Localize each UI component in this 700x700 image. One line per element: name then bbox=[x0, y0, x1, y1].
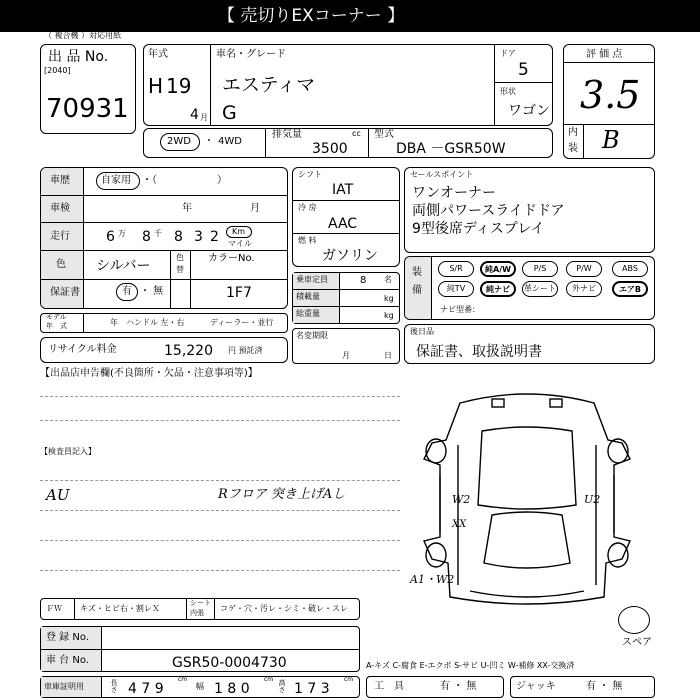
dimensions-height-unit: cm bbox=[344, 676, 354, 683]
capacity-unit: 名 bbox=[384, 275, 392, 284]
dimensions-label: 車庫証明用 bbox=[44, 682, 84, 691]
defect-legend: A-キズ C-腐食 E-エクボ S-サビ U-凹ミ W-補修 XX-交換済 bbox=[366, 661, 575, 670]
car-label: 車名・グレード bbox=[216, 49, 286, 60]
interior-label-1: 内 bbox=[568, 127, 578, 138]
model-label: 型式 bbox=[374, 129, 394, 140]
banner-title: 【 売切りEXコーナー 】 bbox=[218, 6, 405, 26]
gross-unit: kg bbox=[384, 311, 394, 320]
mileage-man: 万 bbox=[118, 229, 126, 238]
color-change-1: 色 bbox=[176, 253, 184, 262]
displacement-unit: cc bbox=[352, 129, 361, 138]
inspection-month: 月 bbox=[250, 203, 260, 214]
registration-label: 登 録 No. bbox=[46, 632, 89, 643]
model-year-dealer: ディーラー・並行 bbox=[210, 318, 274, 327]
dimensions-width: 1 8 0 bbox=[214, 681, 250, 697]
equipment-label-1: 装 bbox=[412, 267, 422, 278]
mileage-sen: 千 bbox=[154, 229, 162, 238]
dimensions-width-unit: cm bbox=[264, 676, 274, 683]
year-month: 4 bbox=[190, 107, 199, 123]
shape-value: ワゴン bbox=[508, 103, 550, 119]
selling-point-2: 両側パワースライドドア bbox=[412, 203, 565, 219]
lot-label: 出 品 No. bbox=[48, 49, 109, 65]
color-value: シルバー bbox=[96, 258, 151, 274]
equipment-item: 純TV bbox=[438, 281, 474, 297]
equipment-item: 外ナビ bbox=[566, 281, 602, 297]
equipment-item: 革シート bbox=[522, 281, 558, 297]
tools-value: 有 ・ 無 bbox=[440, 681, 477, 692]
model-value: DBA －GSR50W bbox=[396, 141, 506, 157]
history-label: 車歴 bbox=[50, 175, 70, 186]
equipment-item: エアB bbox=[612, 281, 648, 297]
fw-label: ＦＷ bbox=[46, 604, 62, 613]
shift-label: シフト bbox=[298, 170, 322, 179]
regdate-day: 日 bbox=[384, 351, 392, 360]
top-note: （ 複合機 ）対応用紙 bbox=[44, 31, 122, 40]
car-grade: G bbox=[222, 102, 237, 124]
drive-sep: ・ bbox=[204, 136, 214, 147]
year-month-unit: 月 bbox=[200, 113, 208, 122]
load-label: 積載量 bbox=[296, 292, 320, 301]
accessories-label: 後日品 bbox=[410, 327, 434, 336]
seat-label-2: 内張 bbox=[190, 609, 204, 617]
seat-value: コゲ・穴・汚レ・シミ・破レ・スレ bbox=[220, 604, 348, 613]
car-diagram bbox=[400, 385, 655, 625]
year-value: 19 bbox=[166, 74, 192, 98]
diagram-a1-w2: A1・W2 bbox=[410, 573, 455, 586]
mileage-d4: 3 bbox=[194, 229, 203, 245]
warranty-yes: 有 bbox=[122, 286, 132, 297]
spare-label: スペア bbox=[622, 637, 652, 648]
recycle-unit: 円 預託済 bbox=[228, 346, 263, 355]
fuel-value: ガソリン bbox=[322, 248, 378, 264]
mileage-unit1: Km bbox=[232, 227, 246, 236]
diagram-xx: XX bbox=[452, 519, 467, 530]
capacity-label: 乗車定員 bbox=[296, 275, 328, 284]
dimensions-height: 1 7 3 bbox=[294, 681, 330, 697]
ac-value: AAC bbox=[328, 216, 358, 232]
dimensions-length-unit: cm bbox=[178, 676, 188, 683]
color-label: 色 bbox=[56, 259, 66, 270]
color-change-2: 替 bbox=[176, 265, 184, 274]
doors-value: 5 bbox=[518, 60, 529, 80]
mileage-label: 走行 bbox=[50, 231, 70, 242]
dimensions-height-label: 高さ bbox=[278, 679, 286, 693]
diagram-w2-left: W2 bbox=[452, 493, 471, 506]
inspector-note-2: Rフロア 突き上げAし bbox=[218, 487, 346, 502]
warranty-rest: ・ 無 bbox=[140, 286, 164, 297]
equipment-item: P/W bbox=[566, 261, 602, 277]
selling-point-3: 9型後席ディスプレイ bbox=[412, 221, 545, 237]
lot-code: [2040] bbox=[44, 66, 71, 75]
score-label: 評 価 点 bbox=[586, 49, 623, 60]
chassis-value: GSR50-0004730 bbox=[172, 655, 287, 671]
doors-label: ドア bbox=[500, 49, 516, 58]
equipment-item: S/R bbox=[438, 261, 474, 277]
inspection-year: 年 bbox=[182, 203, 192, 214]
dimensions-width-label: 幅 bbox=[196, 682, 204, 691]
color-no-value: 1F7 bbox=[226, 285, 252, 301]
chassis-label: 車 台 No. bbox=[46, 655, 89, 666]
diagram-u2-right: U2 bbox=[584, 493, 601, 506]
jack-label: ジャッキ bbox=[516, 681, 556, 692]
regdate-label: 名変期限 bbox=[296, 331, 328, 340]
load-unit: kg bbox=[384, 294, 394, 303]
model-year-label-2: 年 式 bbox=[46, 322, 67, 330]
car-name: エスティマ bbox=[222, 74, 316, 96]
mileage-d5: 2 bbox=[210, 229, 219, 245]
equipment-item: P/S bbox=[522, 261, 558, 277]
capacity-value: 8 bbox=[360, 275, 367, 286]
color-no-label: カラーNo. bbox=[208, 253, 255, 264]
equipment-label-2: 備 bbox=[412, 285, 422, 296]
year-label: 年式 bbox=[148, 49, 168, 60]
mileage-d1: 6 bbox=[106, 229, 115, 245]
regdate-month: 月 bbox=[342, 351, 350, 360]
year-era: H bbox=[148, 74, 164, 98]
model-year-label-1: モデル bbox=[46, 313, 67, 321]
recycle-label: リサイクル料金 bbox=[48, 344, 117, 355]
score-value: 3.5 bbox=[580, 73, 641, 117]
lot-number: 70931 bbox=[46, 94, 129, 124]
model-year-year: 年 bbox=[110, 318, 118, 327]
drive-opt1: 2WD bbox=[167, 136, 191, 147]
shape-label: 形状 bbox=[500, 87, 516, 96]
spare-tire-icon bbox=[618, 606, 650, 634]
tools-label: 工 具 bbox=[374, 681, 404, 692]
seat-label-1: シート bbox=[190, 599, 211, 607]
model-year-handle: ハンドル 左・右 bbox=[126, 318, 185, 327]
fuel-label: 燃 料 bbox=[298, 236, 317, 245]
mileage-unit2: マイル bbox=[228, 239, 252, 248]
selling-point-1: ワンオーナー bbox=[412, 185, 496, 201]
mileage-d2: 8 bbox=[142, 229, 151, 245]
history-value: 自家用 bbox=[101, 175, 131, 186]
drive-opt2: 4WD bbox=[218, 136, 242, 147]
equipment-navi: ナビ型番： bbox=[440, 305, 480, 314]
jack-value: 有 ・ 無 bbox=[586, 681, 623, 692]
equipment-item: ABS bbox=[612, 261, 648, 277]
displacement-label: 排気量 bbox=[272, 129, 302, 140]
accessories-value: 保証書、取扱説明書 bbox=[416, 344, 542, 360]
fw-value: キズ・ヒビ右・割レＸ bbox=[80, 604, 160, 613]
shift-value: IAT bbox=[332, 182, 354, 198]
warranty-label: 保証書 bbox=[50, 287, 80, 298]
dimensions-length: 4 7 9 bbox=[128, 681, 164, 697]
interior-value: B bbox=[602, 126, 620, 154]
history-rest: ・（ ） bbox=[142, 175, 227, 186]
seller-notes-label: 【出品店申告欄(不良箇所・欠品・注意事項等)】 bbox=[40, 368, 258, 379]
selling-points-label: セールスポイント bbox=[410, 170, 474, 179]
mileage-d3: 8 bbox=[174, 229, 183, 245]
equipment-item: 純A/W bbox=[480, 261, 516, 277]
inspector-note-1: AU bbox=[46, 486, 70, 504]
interior-label-2: 装 bbox=[568, 143, 578, 154]
inspection-label: 車検 bbox=[50, 203, 70, 214]
dimensions-length-label: 長さ bbox=[110, 679, 118, 693]
ac-label: 冷 房 bbox=[298, 203, 317, 212]
recycle-value: 15,220 bbox=[164, 343, 213, 359]
inspector-label: 【検査員記入】 bbox=[40, 447, 96, 456]
displacement-value: 3500 bbox=[312, 141, 348, 157]
equipment-item: 純ナビ bbox=[480, 281, 516, 297]
gross-label: 総重量 bbox=[296, 309, 320, 318]
